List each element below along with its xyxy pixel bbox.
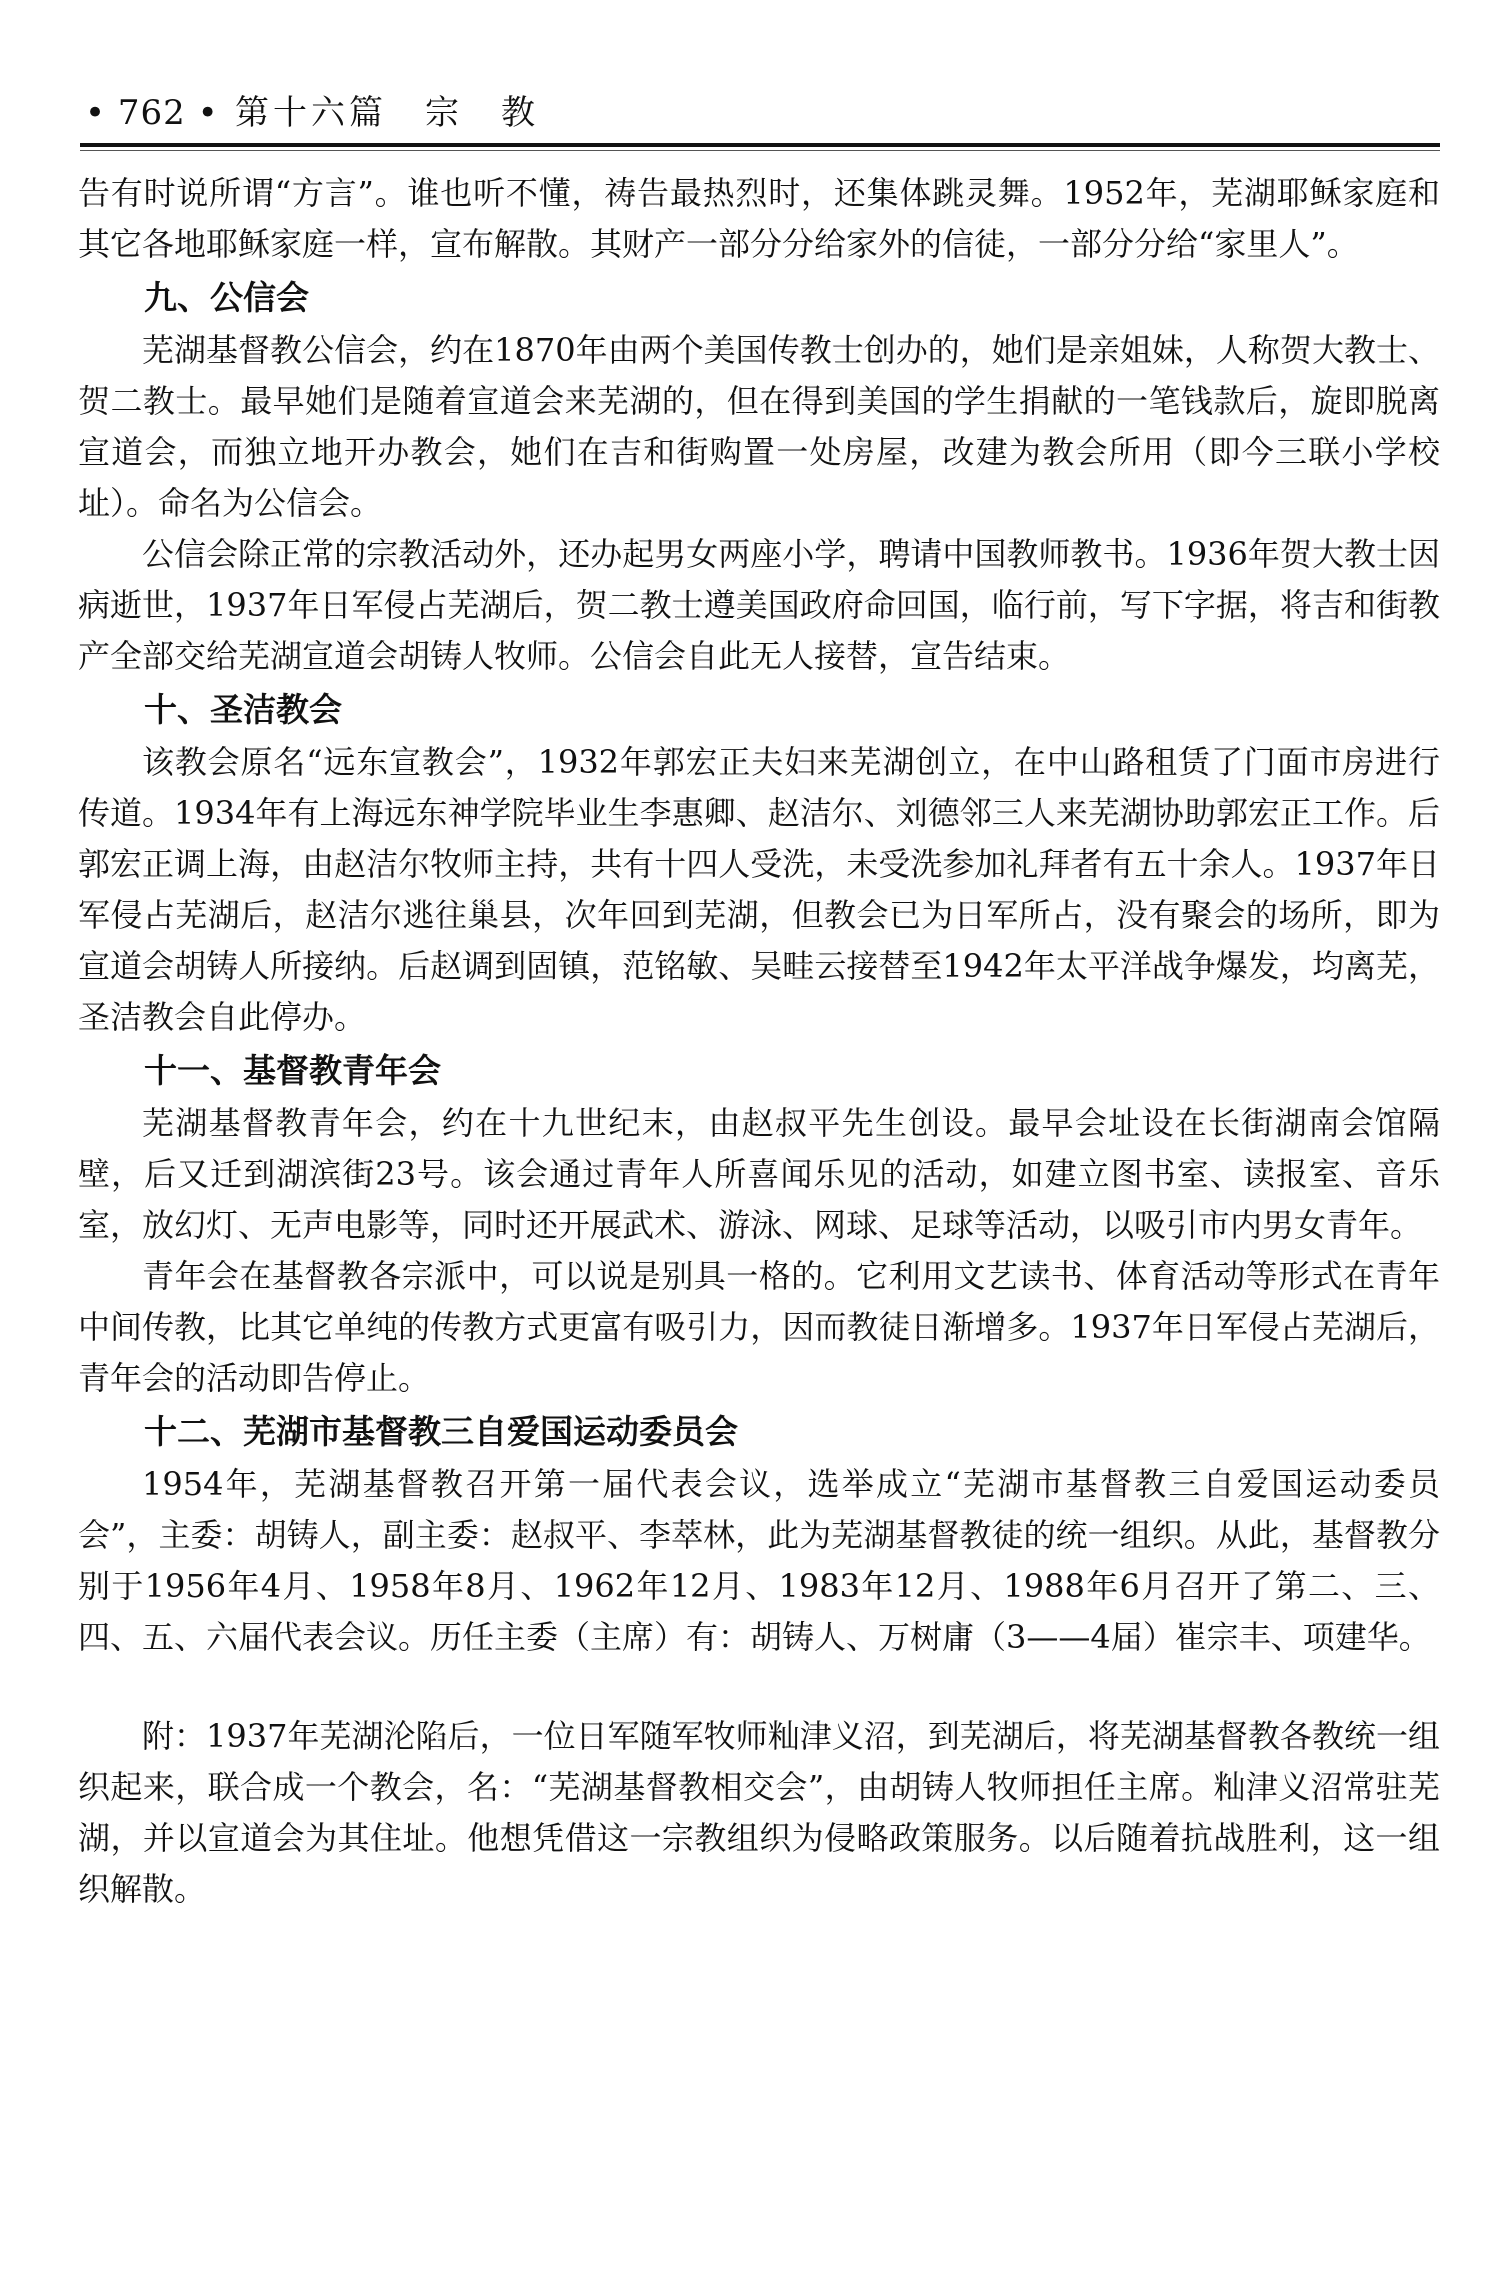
page-number: • 762 • bbox=[85, 93, 219, 133]
header-rule-thin bbox=[80, 150, 1440, 151]
paragraph: 芜湖基督教青年会，约在十九世纪末，由赵叔平先生创设。最早会址设在长街湖南会馆隔壁，后又迁到湖滨街23号。该会通过青年人所喜闻乐见的活动，如建立图书室、读报室、音乐室，放幻灯、无声电影等，同时还开展武术、游泳、网球、足球等活动，以吸引市内男女青年。 bbox=[78, 1104, 1440, 1244]
body-text bbox=[78, 168, 1440, 1915]
chapter-title: 第十六篇 宗 教 bbox=[235, 93, 539, 133]
paragraph: 芜湖基督教公信会，约在1870年由两个美国传教士创办的，她们是亲姐妹，人称贺大教士、贺二教士。最早她们是随着宣道会来芜湖的，但在得到美国的学生捐献的一笔钱款后，旋即脱离宣道会，而独立地开办教会，她们在吉和街购置一处房屋，改建为教会所用（即今三联小学校址）。命名为公信会。 bbox=[78, 331, 1440, 522]
paragraph: 公信会除正常的宗教活动外，还办起男女两座小学，聘请中国教师教书。1936年贺大教士因病逝世，1937年日军侵占芜湖后，贺二教士遵美国政府命回国，临行前，写下字据，将吉和街教产全部交给芜湖宣道会胡铸人牧师。公信会自此无人接替，宣告结束。 bbox=[78, 535, 1440, 675]
paragraph: 青年会在基督教各宗派中，可以说是别具一格的。它利用文艺读书、体育活动等形式在青年中间传教，比其它单纯的传教方式更富有吸引力，因而教徒日渐增多。1937年日军侵占芜湖后，青年会的活动即告停止。 bbox=[78, 1257, 1440, 1397]
section-heading-10: 十、圣洁教会 bbox=[144, 690, 342, 729]
paragraph: 1954年，芜湖基督教召开第一届代表会议，选举成立“芜湖市基督教三自爱国运动委员会”，主委：胡铸人，副主委：赵叔平、李萃林，此为芜湖基督教徒的统一组织。从此，基督教分别于1956年4月、1958年8月、1962年12月、1983年12月、1988年6月召开了第二、三、四、五、六届代表会议。历任主委（主席）有：胡铸人、万树庸（3——4届）崔宗丰、项建华。 bbox=[78, 1465, 1440, 1656]
running-head bbox=[85, 88, 1435, 138]
section-heading-11: 十一、基督教青年会 bbox=[144, 1051, 441, 1090]
paragraph: 该教会原名“远东宣教会”，1932年郭宏正夫妇来芜湖创立，在中山路租赁了门面市房进行传道。1934年有上海远东神学院毕业生李惠卿、赵洁尔、刘德邻三人来芜湖协助郭宏正工作。后郭宏正调上海，由赵洁尔牧师主持，共有十四人受洗，未受洗参加礼拜者有五十余人。1937年日军侵占芜湖后，赵洁尔逃往巢县，次年回到芜湖，但教会已为日军所占，没有聚会的场所，即为宣道会胡铸人所接纳。后赵调到固镇，范铭敏、吴畦云接替至1942年太平洋战争爆发，均离芜，圣洁教会自此停办。 bbox=[78, 743, 1440, 1036]
appendix-note: 附：1937年芜湖沦陷后，一位日军随军牧师籼津义沼，到芜湖后，将芜湖基督教各教统一组织起来，联合成一个教会，名：“芜湖基督教相交会”，由胡铸人牧师担任主席。籼津义沼常驻芜湖，并以宣道会为其住址。他想凭借这一宗教组织为侵略政策服务。以后随着抗战胜利，这一组织解散。 bbox=[78, 1717, 1440, 1908]
section-heading-12: 十二、芜湖市基督教三自爱国运动委员会 bbox=[144, 1412, 738, 1451]
continuation-paragraph: 告有时说所谓“方言”。谁也听不懂，祷告最热烈时，还集体跳灵舞。1952年，芜湖耶稣家庭和其它各地耶稣家庭一样，宣布解散。其财产一部分分给家外的信徒，一部分分给“家里人”。 bbox=[78, 174, 1440, 263]
header-rule bbox=[80, 143, 1440, 147]
section-heading-9: 九、公信会 bbox=[144, 278, 309, 317]
